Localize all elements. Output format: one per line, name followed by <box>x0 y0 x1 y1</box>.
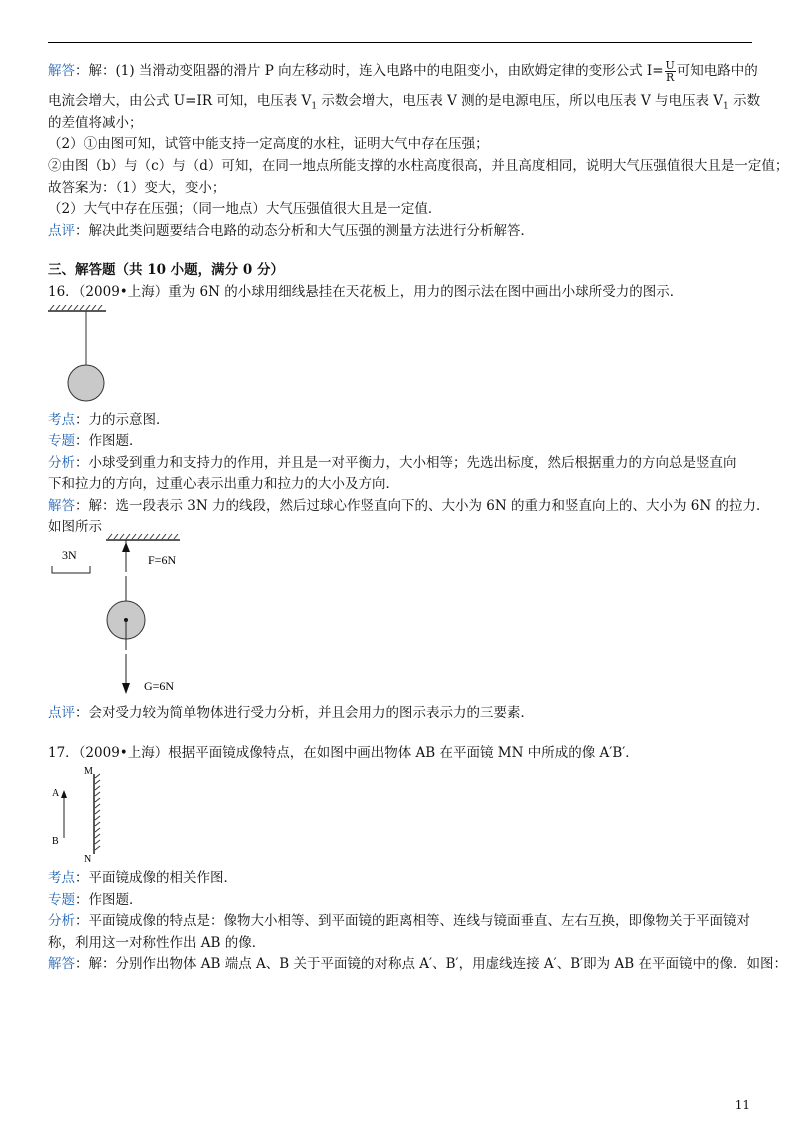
ceiling-hatch <box>108 534 178 539</box>
q15-answer-line3: 的差值将减小； <box>48 115 143 131</box>
q16-fenxi-2: 下和拉力的方向，过重心表示出重力和拉力的大小及方向． <box>48 476 399 492</box>
scale-label: 3N <box>62 548 77 562</box>
q17-question-figure <box>48 762 118 866</box>
q16-fenxi-1: 分析：小球受到重力和支持力的作用，并且是一对平衡力，大小相等；先选出标度，然后根据重力的方向总是竖直向 <box>48 455 737 471</box>
mirror-hatch <box>95 774 100 850</box>
answer-label: 解答 <box>48 63 75 79</box>
q15-answer-line7: （2）大气中存在压强；（同一地点）大气压强值很大且是一定值． <box>48 201 442 217</box>
header-rule <box>48 42 752 43</box>
q17-fenxi-2: 称，利用这一对称性作出 AB 的像． <box>48 935 266 951</box>
q16-review: 点评：会对受力较为简单物体进行受力分析，并且会用力的图示表示力的三要素． <box>48 705 534 721</box>
q15-answer-line4: （2）①由图可知，试管中能支持一定高度的水柱，证明大气中存在压强； <box>48 136 489 152</box>
q15-answer-line1: 解答：解：(1) 当滑动变阻器的滑片 P 向左移动时，连入电路中的电阻变小，由欧姆定律的变形公式 I= $\frac{U}{R}$ 可知电路中的 <box>48 59 758 84</box>
q15-review: 点评：解决此类问题要结合电路的动态分析和大气压强的测量方法进行分析解答． <box>48 223 534 239</box>
q16-answer-2: 如图所示 <box>48 519 102 535</box>
q16-zhuanti: 专题：作图题． <box>48 433 143 449</box>
q17-zhuanti: 专题：作图题． <box>48 892 143 908</box>
review-label: 点评 <box>48 223 75 239</box>
point-N-label: N <box>84 854 92 865</box>
tension-label: F=6N <box>148 553 177 567</box>
section-heading: 三、解答题（共 10 小题，满分 0 分） <box>48 262 284 278</box>
q17-answer-1: 解答：解：分别作出物体 AB 端点 A、B 关于平面镜的对称点 A′、B′，用虚线连接 A′、B′即为 AB 在平面镜中的像．如图： <box>48 956 787 972</box>
ohm-fraction: $\frac{U}{R}$ <box>665 59 675 84</box>
point-A-label: A <box>52 788 60 799</box>
q16-answer-1: 解答：解：选一段表示 3N 力的线段，然后过球心作竖直向下的、大小为 6N 的重力和竖直向上的、大小为 6N 的拉力． <box>48 498 770 514</box>
page-number: 11 <box>734 1098 750 1112</box>
q17-fenxi-1: 分析：平面镜成像的特点是：像物大小相等、到平面镜的距离相等、连线与镜面垂直、左右互换，即像物关于平面镜对 <box>48 913 750 929</box>
scale-segment <box>52 566 90 573</box>
gravity-label: G=6N <box>144 679 175 693</box>
q16-kaodian: 考点：力的示意图． <box>48 412 170 428</box>
q15-answer-line6: 故答案为：（1）变大，变小； <box>48 180 226 196</box>
q15-answer-line5: ②由图（b）与（c）与（d）可知，在同一地点所能支撑的水柱高度很高，并且高度相同，说明大气压强值很大且是一定值； <box>48 158 789 174</box>
q16-answer-figure <box>48 532 208 702</box>
q16-question-figure <box>48 305 118 405</box>
point-B-label: B <box>52 836 59 847</box>
q15-answer-line2: 电流会增大，由公式 U=IR 可知，电压表 $V_1$ 示数会增大，电压表 V 测的是电源电压，所以电压表 V 与电压表 $V_1$ 示数 <box>48 93 761 112</box>
q17-question: 17．（2009•上海）根据平面镜成像特点，在如图中画出物体 AB 在平面镜 MN 中所成的像 A′B′． <box>48 745 639 761</box>
q17-kaodian: 考点：平面镜成像的相关作图． <box>48 870 237 886</box>
q16-question: 16．（2009•上海）重为 6N 的小球用细线悬挂在天花板上，用力的图示法在图中画出小球所受力的图示． <box>48 284 684 300</box>
point-M-label: M <box>84 766 93 777</box>
